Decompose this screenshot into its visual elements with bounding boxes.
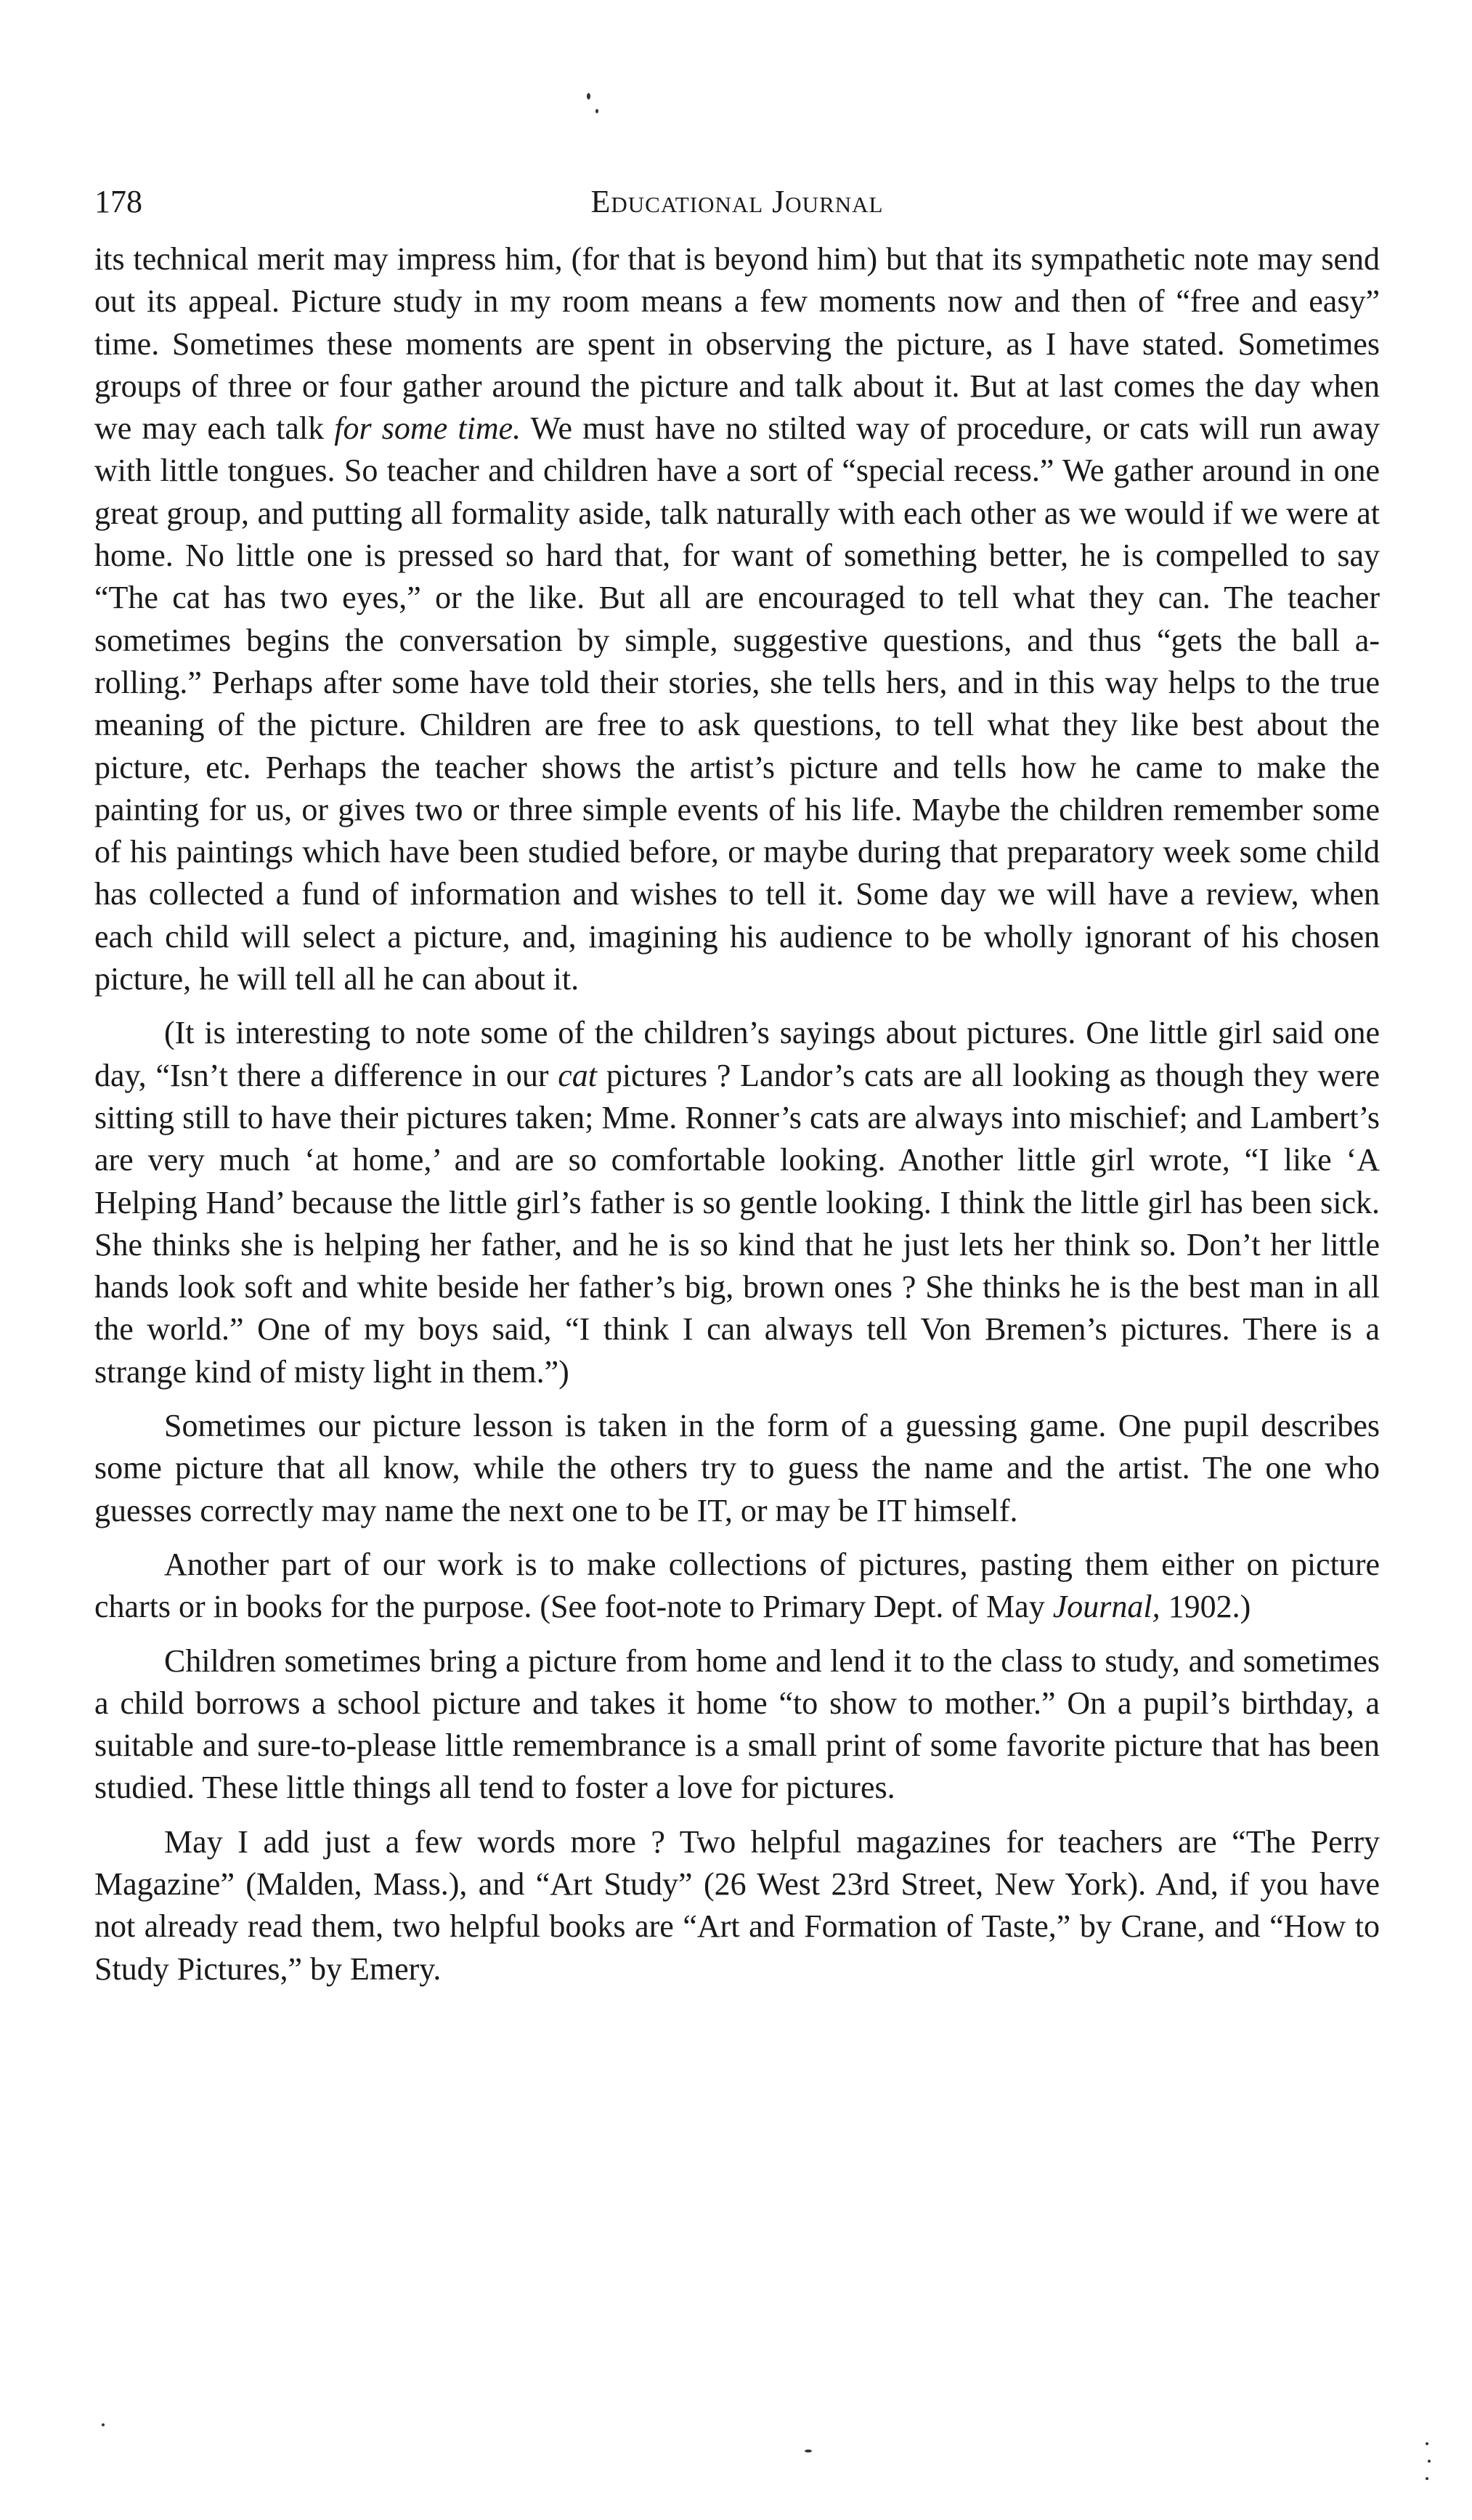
print-speck bbox=[805, 2450, 812, 2452]
running-title: Educational Journal bbox=[590, 184, 884, 219]
paragraph-3: Sometimes our picture lesson is taken in the form of a guessing game. One pupil describes some picture that all know, while the others try to guess the name and the artist. The one who guesses correctly may name the next one to be IT, or may be IT himself. bbox=[94, 1408, 1380, 1528]
emphasis-text: for some time. bbox=[334, 410, 521, 447]
page-number: 178 bbox=[94, 184, 142, 219]
print-speck bbox=[1426, 2442, 1428, 2445]
body-text bbox=[94, 238, 1380, 2002]
emphasis-text: cat bbox=[558, 1057, 598, 1093]
print-speck bbox=[595, 109, 598, 113]
paragraph-6: May I add just a few words more ? Two helpful magazines for teachers are “The Perry Magazine” (Malden, Mass.), and “Art Study” (26 West 23rd Street, New York). And, if you have not already read them, two helpful books are “Art and Formation of Taste,” by Crane, and “How to Study Pictures,” by Emery. bbox=[94, 1823, 1380, 1987]
print-speck bbox=[1426, 2477, 1428, 2480]
page-header bbox=[94, 174, 1380, 225]
paragraph-4: Another part of our work is to make collections of pictures, pasting them either on picture charts or in books for the purpose. (See foot-note to Primary Dept. of May Journal, 1902.) bbox=[94, 1546, 1380, 1625]
emphasis-text: Journal, bbox=[1052, 1589, 1160, 1625]
print-speck bbox=[587, 93, 590, 100]
paragraph-5: Children sometimes bring a picture from home and lend it to the class to study, and sometimes a child borrows a school picture and takes it home “to show to mother.” On a pupil’s birthday, a suitable and sure-to-please little remembrance is a small print of some favorite picture that has been studied. These little things all tend to foster a love for pictures. bbox=[94, 1642, 1380, 1806]
print-speck bbox=[102, 2423, 105, 2426]
print-speck bbox=[1428, 2460, 1431, 2463]
paragraph-2: (It is interesting to note some of the children’s sayings about pictures. One little girl said one day, “Isn’t there a difference in our cat pictures ? Landor’s cats are all looking as though they were sitting still to have their pictures taken; Mme. Ronner’s cats are always into mischief; and Lambert’s are very much ‘at home,’ and are so comfortable looking. Another little girl wrote, “I like ‘A Helping Hand’ because the little girl’s father is so gentle looking. I think the little girl has been sick. She thinks she is helping her father, and he is so kind that he just lets her think so. Don’t her little hands look soft and white beside her father’s big, brown ones ? She thinks he is the best man in all the world.” One of my boys said, “I think I can always tell Von Bremen’s pictures. There is a strange kind of misty light in them.”) bbox=[94, 1015, 1380, 1390]
paragraph-1: its technical merit may impress him, (for that is beyond him) but that its sympathetic note may send out its appeal. Picture study in my room means a few moments now and then of “free and easy” time. Sometimes these moments are spent in observing the picture, as I have stated. Sometimes groups of three or four gather around the picture and talk about it. But at last comes the day when we may each talk for some time. We must have no stilted way of procedure, or cats will run away with little tongues. So teacher and children have a sort of “special recess.” We gather around in one great group, and putting all formality aside, talk naturally with each other as we would if we were at home. No little one is pressed so hard that, for want of something better, he is compelled to say “The cat has two eyes,” or the like. But all are encouraged to tell what they can. The teacher sometimes begins the conversation by simple, suggestive questions, and thus “gets the ball a-rolling.” Perhaps after some have told their stories, she tells hers, and in this way helps to the true meaning of the picture. Children are free to ask questions, to tell what they like best about the picture, etc. Perhaps the teacher shows the artist’s picture and tells how he came to make the painting for us, or gives two or three simple events of his life. Maybe the children remember some of his paintings which have been studied before, or maybe during that preparatory week some child has collected a fund of information and wishes to tell it. Some day we will have a review, when each child will select a picture, and, imagining his audience to be wholly ignorant of his chosen picture, he will tell all he can about it. bbox=[94, 241, 1380, 997]
